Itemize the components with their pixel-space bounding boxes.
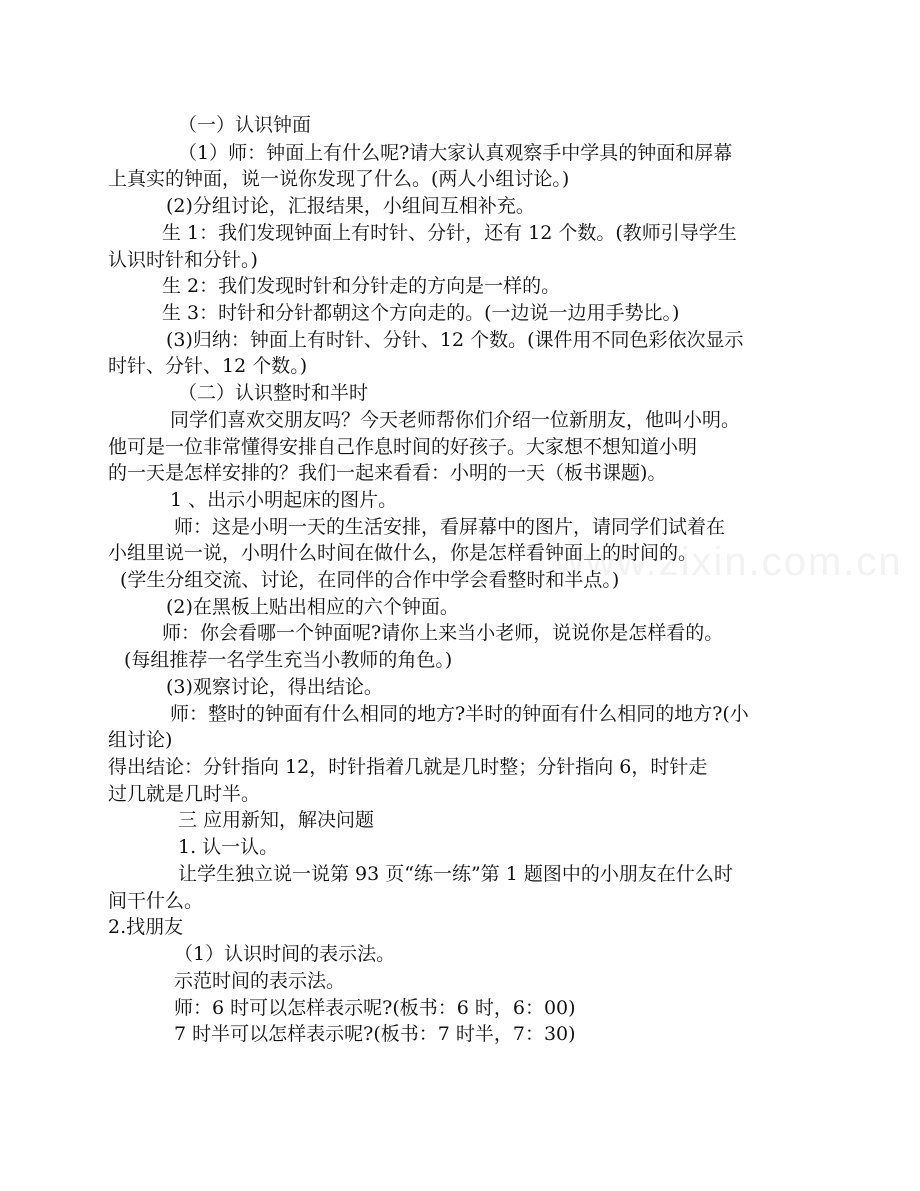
text-line: 的一天是怎样安排的？我们一起来看看：小明的一天（板书课题)。 xyxy=(108,462,667,484)
text-line: (2)在黑板上贴出相应的六个钟面。 xyxy=(166,596,459,618)
text-line: 认识时针和分针。) xyxy=(108,249,258,271)
text-line: (2)分组讨论，汇报结果，小组间互相补充。 xyxy=(166,195,535,217)
text-line: 1 、出示小明起床的图片。 xyxy=(170,489,398,511)
text-line: 时针、分针、12 个数。) xyxy=(108,355,308,377)
text-line: 2.找朋友 xyxy=(108,916,184,938)
text-line: 小组里说一说，小明什么时间在做什么，你是怎样看钟面上的时间的。 xyxy=(108,542,698,564)
text-line: 让学生独立说一说第 93 页“练一练”第 1 题图中的小朋友在什么时 xyxy=(178,863,733,885)
text-line: 他可是一位非常懂得安排自己作息时间的好孩子。大家想不想知道小明 xyxy=(108,436,698,458)
text-line: 师：整时的钟面有什么相同的地方?半时的钟面有什么相同的地方?(小 xyxy=(170,703,749,725)
text-line: 三 应用新知，解决问题 xyxy=(178,809,375,831)
watermark: www.zixin.com.cn xyxy=(555,540,903,584)
text-line: 生 1：我们发现钟面上有时针、分针，还有 12 个数。(教师引导学生 xyxy=(162,222,737,244)
text-line: （一）认识钟面 xyxy=(178,114,312,136)
text-line: 生 2：我们发现时针和分针走的方向是一样的。 xyxy=(162,275,561,297)
text-line: (每组推荐一名学生充当小教师的角色。) xyxy=(124,649,453,671)
text-line: 师：这是小明一天的生活安排，看屏幕中的图片，请同学们试着在 xyxy=(174,516,726,538)
text-line: 同学们喜欢交朋友吗？今天老师帮你们介绍一位新朋友，他叫小明。 xyxy=(170,409,741,431)
text-line: 师：6 时可以怎样表示呢?(板书：6 时，6：00) xyxy=(174,997,576,1019)
text-line: （1）认识时间的表示法。 xyxy=(174,943,396,965)
text-line: (学生分组交流、讨论，在同伴的合作中学会看整时和半点。) xyxy=(120,569,620,591)
text-line: 间干什么。 xyxy=(108,890,204,912)
text-line: 上真实的钟面，说一说你发现了什么。(两人小组讨论。) xyxy=(108,168,570,190)
text-line: (3)观察讨论，得出结论。 xyxy=(166,676,383,698)
text-line: 示范时间的表示法。 xyxy=(174,970,346,992)
text-line: （二）认识整时和半时 xyxy=(178,382,369,404)
text-line: （1）师：钟面上有什么呢?请大家认真观察手中学具的钟面和屏幕 xyxy=(178,142,733,164)
text-line: 组讨论) xyxy=(108,729,173,751)
text-line: 得出结论：分针指向 12，时针指着几就是几时整；分针指向 6，时针走 xyxy=(108,756,708,778)
text-line: 师：你会看哪一个钟面呢?请你上来当小老师，说说你是怎样看的。 xyxy=(162,622,724,644)
text-line: 1. 认一认。 xyxy=(178,836,279,858)
text-line: (3)归纳：钟面上有时针、分针、12 个数。(课件用不同色彩依次显示 xyxy=(166,329,744,351)
text-line: 7 时半可以怎样表示呢?(板书：7 时半，7：30) xyxy=(174,1023,576,1045)
text-line: 过几就是几时半。 xyxy=(108,783,261,805)
text-line: 生 3：时针和分针都朝这个方向走的。(一边说一边用手势比。) xyxy=(162,302,680,324)
